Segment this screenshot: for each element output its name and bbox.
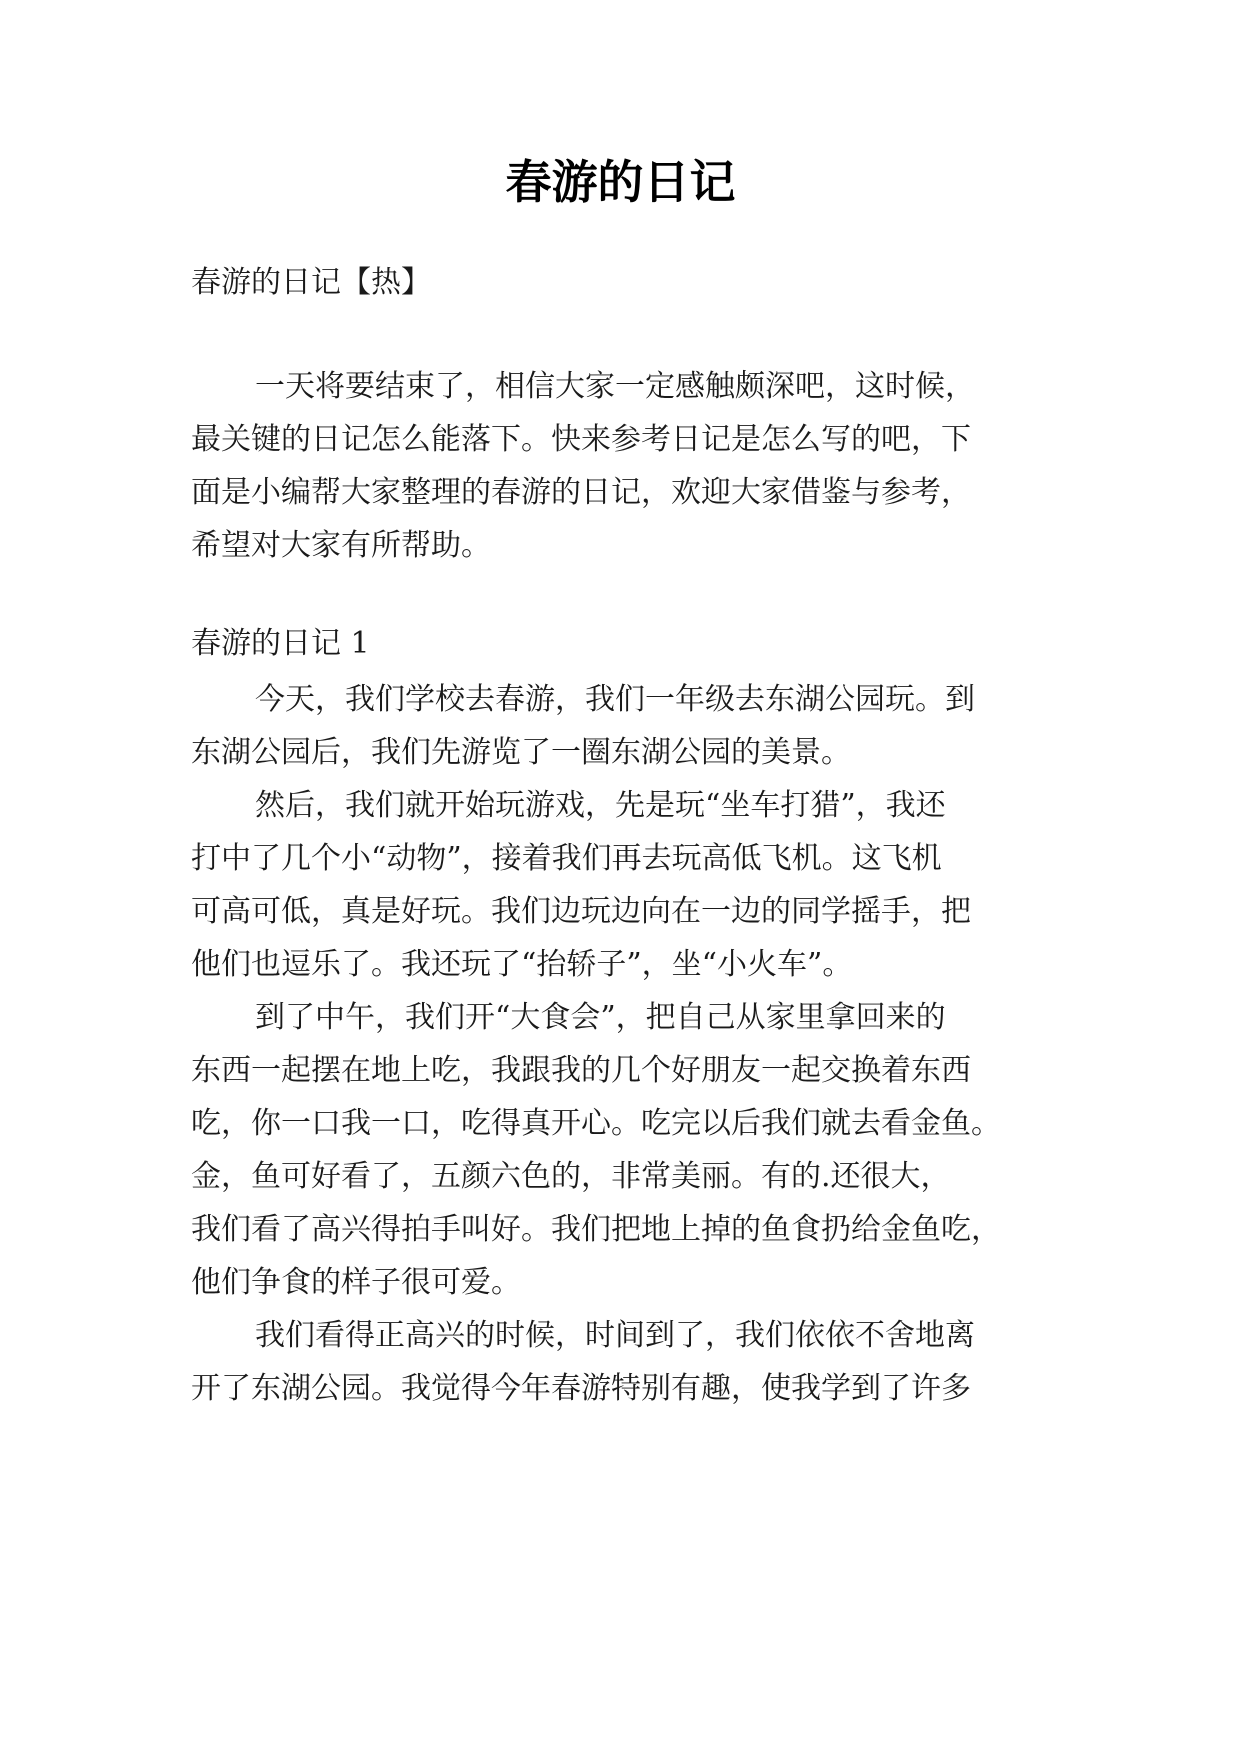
- intro-line: 一天将要结束了，相信大家一定感触颇深吧，这时候，: [255, 369, 975, 404]
- body-line: 然后，我们就开始玩游戏，先是玩“坐车打猎”，我还: [255, 788, 946, 823]
- section-heading: 春游的日记 1: [191, 626, 370, 661]
- body-line: 东西一起摆在地上吃，我跟我的几个好朋友一起交换着东西: [191, 1053, 971, 1088]
- body-line: 金，鱼可好看了，五颜六色的，非常美丽。有的.还很大，: [191, 1159, 951, 1194]
- body-line: 可高可低，真是好玩。我们边玩边向在一边的同学摇手，把: [191, 894, 971, 929]
- intro-line: 最关键的日记怎么能落下。快来参考日记是怎么写的吧，下: [191, 422, 971, 457]
- intro-line: 面是小编帮大家整理的春游的日记，欢迎大家借鉴与参考，: [191, 475, 971, 510]
- body-line: 今天，我们学校去春游，我们一年级去东湖公园玩。到: [255, 682, 975, 717]
- document-subtitle: 春游的日记【热】: [191, 265, 431, 300]
- body-line: 打中了几个小“动物”，接着我们再去玩高低飞机。这飞机: [191, 841, 942, 876]
- body-line: 我们看得正高兴的时候，时间到了，我们依依不舍地离: [255, 1318, 975, 1353]
- body-line: 开了东湖公园。我觉得今年春游特别有趣，使我学到了许多: [191, 1371, 971, 1406]
- body-line: 吃，你一口我一口，吃得真开心。吃完以后我们就去看金鱼。: [191, 1106, 1001, 1141]
- body-line: 他们也逗乐了。我还玩了“抬轿子”，坐“小火车”。: [191, 947, 853, 982]
- body-line: 到了中午，我们开“大食会”，把自己从家里拿回来的: [255, 1000, 946, 1035]
- body-line: 他们争食的样子很可爱。: [191, 1265, 521, 1300]
- document-title: 春游的日记: [505, 155, 736, 209]
- body-line: 东湖公园后，我们先游览了一圈东湖公园的美景。: [191, 735, 851, 770]
- body-line: 我们看了高兴得拍手叫好。我们把地上掉的鱼食扔给金鱼吃，: [191, 1212, 1001, 1247]
- intro-line: 希望对大家有所帮助。: [191, 528, 491, 563]
